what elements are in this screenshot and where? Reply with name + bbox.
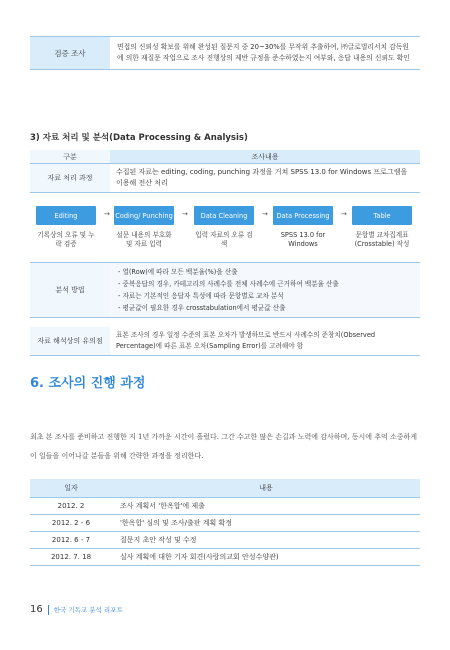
flow-box-editing: Editing [36, 206, 96, 225]
list-item: - 평균값이 필요한 경우 crosstabulation에서 평균값 산출 [118, 304, 286, 312]
table-header-row [30, 150, 420, 164]
verification-text: 면접의 신뢰성 확보를 위해 완성된 질문지 중 20~30%를 무작위 추출하여, ㈜글로벌리서치 감독원에 의한 재질문 작업으로 조사 진행상의 제반 규정을 준수하였는지 여부와, 응답 내용의 신뢰도 확인 [110, 37, 420, 69]
schedule-content: '한옥합' 심의 및 조사/출판 계획 확정 [112, 515, 420, 532]
analysis-method-row [30, 262, 420, 318]
schedule-date: 2012. 2 - 6 [30, 515, 112, 532]
method-list [110, 263, 420, 317]
flow-box-table: Table [352, 206, 412, 225]
section6-title: 6. 조사의 진행 과정 [30, 376, 146, 391]
schedule-content: 조사 계획서 '한옥합'에 제출 [112, 498, 420, 515]
processing-table [30, 150, 420, 193]
interp-text: 표본 조사의 경우 일정 수준의 표본 오차가 발생하므로 반드시 사례수의 준창치(Observed Percentage)에 따른 표본 오차(Sampling Error)를 고려해야 함 [116, 331, 376, 350]
list-item: - 열(Row)에 따라 모든 백분율(%)을 산출 [118, 268, 238, 276]
flow-desc-editing: 기록상의 오류 및 누락 검증 [37, 231, 95, 248]
footer-divider [48, 605, 49, 615]
flow-box-processing: Data Processing [273, 206, 333, 225]
page-number: 16 [30, 604, 43, 615]
flow-box-cleaning: Data Cleaning [194, 206, 254, 225]
header-content: 조사내용 [110, 150, 420, 164]
row-label-processing: 자료 처리 과정 [30, 164, 110, 193]
flow-desc-cleaning: 입력 자료의 오류 검색 [195, 231, 253, 248]
flow-desc-processing: SPSS 13.0 for Windows [280, 231, 326, 248]
interp-label: 자료 해석상의 유의점 [30, 327, 110, 355]
schedule-content: 질문지 초안 작성 및 수정 [112, 532, 420, 549]
section3-title: 3) 자료 처리 및 분석(Data Processing & Analysis) [30, 133, 248, 143]
row-text-processing: 수집된 자료는 editing, coding, punching 과정을 거쳐 SPSS 13.0 for Windows 프로그램을 이용해 전산 처리 [110, 164, 420, 193]
page-footer [30, 604, 123, 615]
list-item: - 자료는 기본적인 응답자 특성에 따라 문항별로 교차 분석 [118, 292, 284, 300]
table-row [30, 549, 420, 566]
table-row [30, 515, 420, 532]
interpretation-row [30, 327, 420, 356]
schedule-date: 2012. 7. 18 [30, 549, 112, 566]
schedule-content: 실사 계획에 대한 기자 회견(사랑의교회 안성수양관) [112, 549, 420, 566]
table-row [30, 164, 420, 193]
report-name: 한국 기독교 분석 리포트 [53, 606, 123, 614]
header-category: 구분 [30, 150, 110, 164]
verification-row [30, 36, 420, 70]
table-row [30, 498, 420, 515]
arrow-icon: → [182, 210, 188, 218]
arrow-icon: → [341, 210, 347, 218]
table-row [30, 532, 420, 549]
schedule-table [30, 479, 420, 566]
arrow-icon: → [104, 210, 110, 218]
list-item: - 중복응답의 경우, 카테고리의 사례수를 전체 사례수에 근거하여 백분율 산출 [118, 280, 339, 288]
processing-flow [30, 206, 420, 261]
flow-box-coding: Coding/ Punching [114, 206, 174, 225]
flow-desc-coding: 설문 내용의 부호화 및 자료 입력 [116, 231, 172, 248]
intro-paragraph: 최초 본 조사를 준비하고 진행한 지 1년 가까운 시간이 흘렀다. 그간 수고한 많은 손길과 노력에 감사하며, 동시에 추억 소중하게 이 일들을 이어나갈 분들을 위해 간략한 과정을 정리한다. [30, 433, 418, 460]
arrow-icon: → [262, 210, 268, 218]
header-date: 일자 [30, 479, 112, 498]
header-content: 내용 [112, 479, 420, 498]
schedule-date: 2012. 6 - 7 [30, 532, 112, 549]
method-label: 분석 방법 [30, 263, 110, 317]
verification-label: 검증 조사 [30, 37, 110, 69]
flow-desc-table: 문항별 교차집계표 (Crosstable) 작성 [354, 231, 410, 248]
schedule-date: 2012. 2 [30, 498, 112, 515]
table-header-row [30, 479, 420, 498]
